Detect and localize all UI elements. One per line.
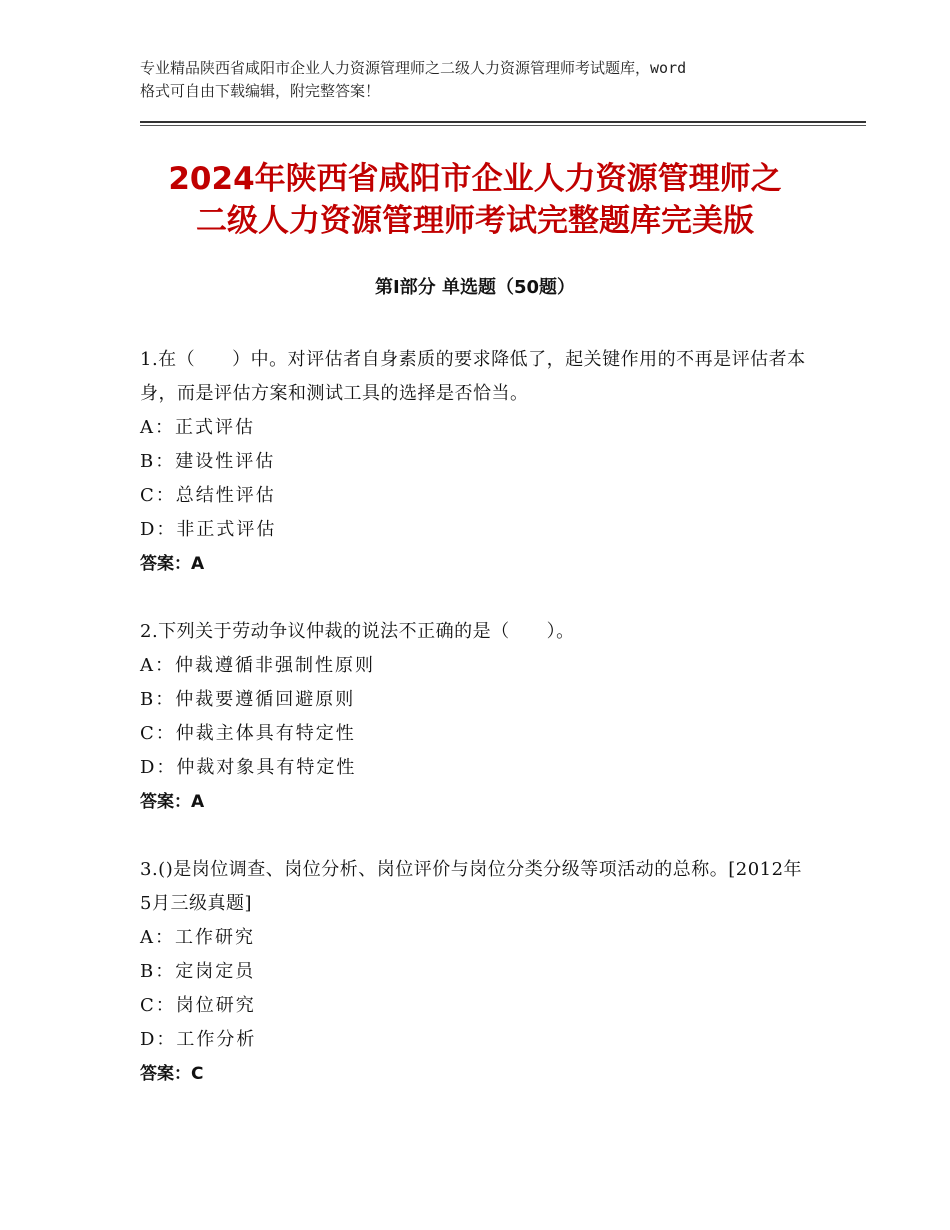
header-divider-thin <box>140 125 866 126</box>
header-note-line: 专业精品陕西省咸阳市企业人力资源管理师之二级人力资源管理师考试题库，word <box>140 59 687 77</box>
answer-label: 答案：A <box>140 554 205 574</box>
question-list <box>140 343 810 1125</box>
question-stem: 3.()是岗位调查、岗位分析、岗位评价与岗位分类分级等项活动的总称。[2012年5月三级真题] <box>140 859 803 914</box>
option-c: C：总结性评估 <box>140 485 276 506</box>
header-divider <box>140 121 866 123</box>
option-c: C：岗位研究 <box>140 995 256 1016</box>
question-item <box>140 853 810 1091</box>
question-item <box>140 343 810 581</box>
option-a: A：正式评估 <box>140 417 255 438</box>
option-d: D：仲裁对象具有特定性 <box>140 757 357 778</box>
document-title <box>120 158 830 242</box>
option-d: D：非正式评估 <box>140 519 277 540</box>
option-b: B：定岗定员 <box>140 961 256 982</box>
option-c: C：仲裁主体具有特定性 <box>140 723 356 744</box>
header-note-line: 格式可自由下载编辑，附完整答案！ <box>140 82 381 100</box>
header-note <box>140 57 830 103</box>
option-b: B：仲裁要遵循回避原则 <box>140 689 356 710</box>
question-stem: 1.在（ ）中。对评估者自身素质的要求降低了，起关键作用的不再是评估者本身，而是评估方案和测试工具的选择是否恰当。 <box>140 349 806 404</box>
document-title-line: 2024年陕西省咸阳市企业人力资源管理师之 <box>168 161 782 197</box>
option-a: A：工作研究 <box>140 927 255 948</box>
document-title-line: 二级人力资源管理师考试完整题库完美版 <box>196 203 754 239</box>
question-stem: 2.下列关于劳动争议仲裁的说法不正确的是（ ）。 <box>140 621 575 642</box>
section-heading: 第I部分 单选题（50题） <box>374 277 575 298</box>
option-d: D：工作分析 <box>140 1029 257 1050</box>
answer-label: 答案：C <box>140 1064 204 1084</box>
answer-label: 答案：A <box>140 792 205 812</box>
option-b: B：建设性评估 <box>140 451 276 472</box>
question-item <box>140 615 810 819</box>
option-a: A：仲裁遵循非强制性原则 <box>140 655 375 676</box>
